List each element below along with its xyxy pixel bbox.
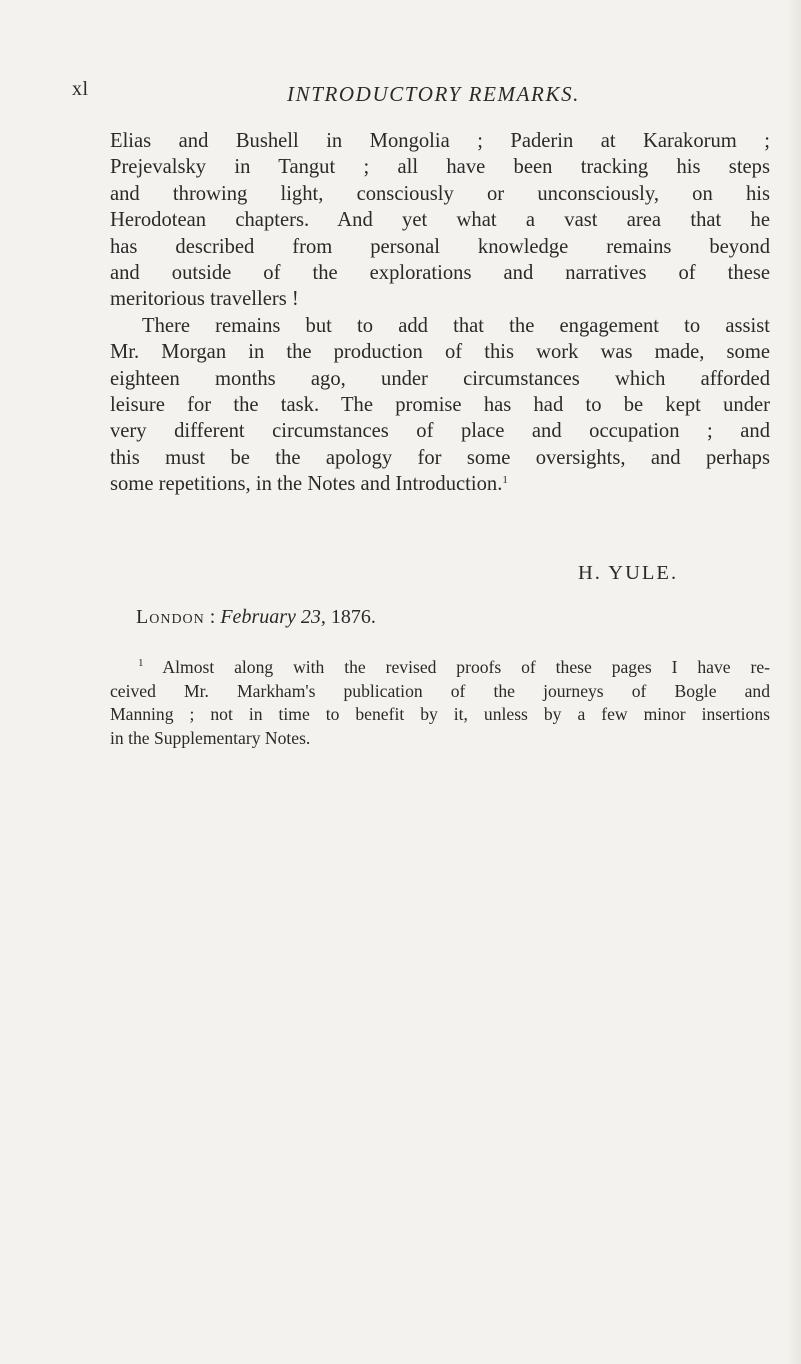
footnote-line: Almost along with the revised proofs of these pages I have re- <box>162 657 770 677</box>
text-line: and outside of the explorations and narratives of these <box>110 262 770 285</box>
text-line: Elias and Bushell in Mongolia ; Paderin at Karakorum ; <box>110 130 770 152</box>
footnote-line-first <box>110 656 770 680</box>
main-text <box>110 128 770 498</box>
text-line: Mr. Morgan in the production of this work was made, some <box>110 341 770 364</box>
dateline <box>136 606 376 629</box>
footnote-line: in the Supplementary Notes. <box>110 727 311 748</box>
date-month-day: February 23, <box>220 606 326 628</box>
text-line: Herodotean chapters. And yet what a vast area that he <box>110 209 770 232</box>
dateline-separator: : <box>209 606 216 628</box>
page-number: xl <box>72 78 89 100</box>
text-line: eighteen months ago, under circumstances which afforded <box>110 367 770 390</box>
text-line-last <box>110 471 770 497</box>
footnote-reference[interactable]: 1 <box>502 474 508 487</box>
footnote-line: Manning ; not in time to benefit by it, unless by a few minor insertions <box>110 704 770 724</box>
page-header <box>0 78 801 108</box>
text-line: this must be the apology for some oversights, and perhaps <box>110 446 770 469</box>
place-name: London <box>136 606 205 628</box>
running-head: INTRODUCTORY REMARKS. <box>287 82 581 106</box>
footnote-line: ceived Mr. Markham's publication of the journeys of Bogle and <box>110 680 770 701</box>
footnote <box>110 656 770 750</box>
text-line: some repetitions, in the Notes and Introduction. <box>110 473 503 496</box>
date-year: 1876. <box>330 606 376 628</box>
text-line: has described from personal knowledge remains beyond <box>110 235 770 258</box>
text-line: meritorious travellers ! <box>110 288 299 311</box>
page-edge-shadow <box>787 0 801 1364</box>
text-line: very different circumstances of place and occupation ; and <box>110 420 770 443</box>
text-line: and throwing light, consciously or unconsciously, on his <box>110 182 770 205</box>
text-line: There remains but to add that the engagement to assist <box>142 314 770 337</box>
author-signature: H. YULE. <box>578 562 679 584</box>
text-line: leisure for the task. The promise has had to be kept under <box>110 394 770 417</box>
footnote-mark: 1 <box>138 657 144 669</box>
text-line: Prejevalsky in Tangut ; all have been tracking his steps <box>110 156 770 179</box>
